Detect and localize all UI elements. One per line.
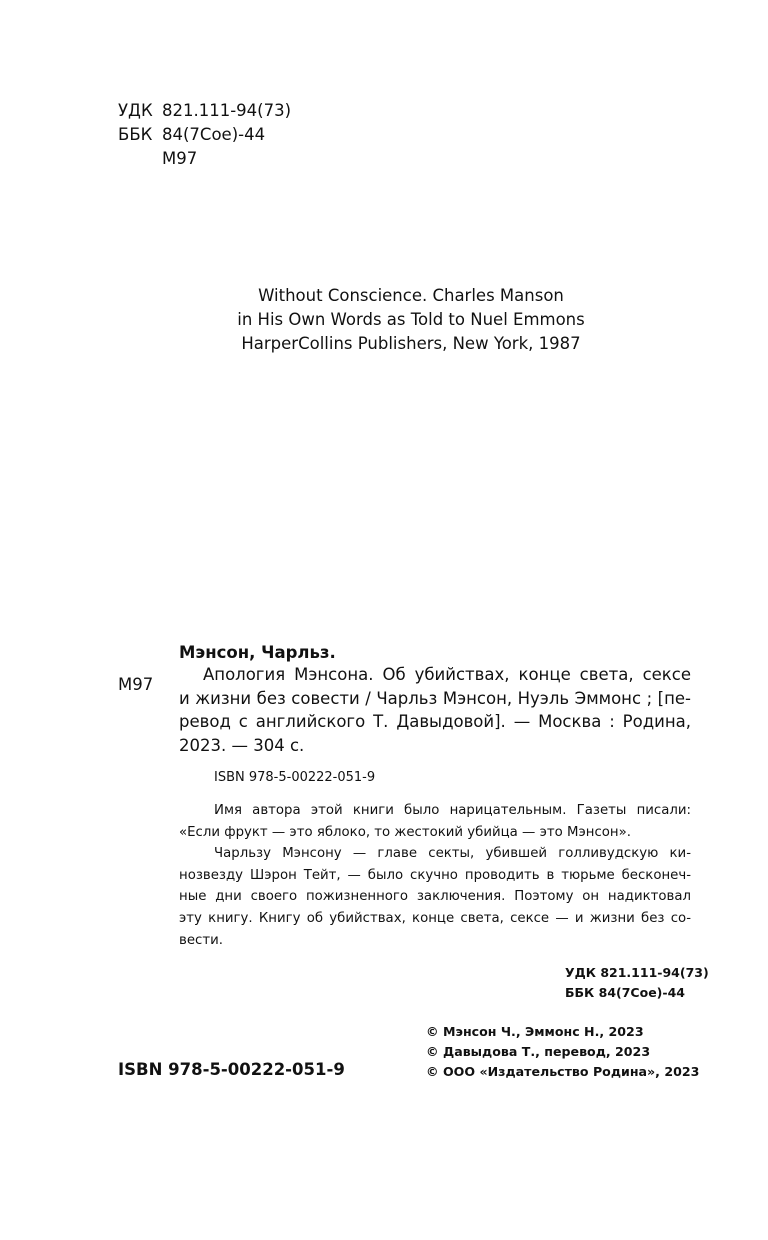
author-heading: Мэнсон, Чарльз. xyxy=(179,643,336,662)
annotation-line: нозвезду Шэрон Тейт, — было скучно проводить в тюрьме бесконеч- xyxy=(179,867,691,883)
bbk-label: ББК xyxy=(118,125,153,144)
udk-row xyxy=(118,99,291,123)
bbk-small: ББК 84(7Сое)-44 xyxy=(565,984,685,1000)
original-edition-line: Without Conscience. Charles Manson xyxy=(258,286,564,305)
record-author-mark: М97 xyxy=(118,675,154,694)
bbk-row xyxy=(118,123,291,147)
annotation-line: вести. xyxy=(179,932,223,948)
classification-small xyxy=(565,963,709,1002)
author-mark: М97 xyxy=(162,149,198,168)
bbk-value: 84(7Сое)-44 xyxy=(162,125,266,144)
classification-block xyxy=(118,99,291,171)
annotation-line: ные дни своего пожизненного заключения. Поэтому он надиктовал xyxy=(179,889,691,905)
original-edition xyxy=(0,284,768,356)
copyright-notices xyxy=(426,1022,699,1082)
annotation xyxy=(179,800,691,951)
isbn-footer: ISBN 978-5-00222-051-9 xyxy=(118,1060,345,1079)
original-edition-line: in His Own Words as Told to Nuel Emmons xyxy=(237,310,585,329)
original-edition-line: HarperCollins Publishers, New York, 1987 xyxy=(241,334,581,353)
bibliographic-description xyxy=(179,663,691,757)
annotation-line: Чарльзу Мэнсону — главе секты, убившей голливудскую ки- xyxy=(214,846,691,862)
udk-value: 821.111-94(73) xyxy=(162,101,292,120)
udk-small: УДК 821.111-94(73) xyxy=(565,965,709,980)
record-isbn: ISBN 978-5-00222-051-9 xyxy=(214,770,376,785)
annotation-line: «Если фрукт — это яблоко, то жестокий убийца — это Мэнсон». xyxy=(179,824,631,840)
copyright-line: © Давыдова Т., перевод, 2023 xyxy=(426,1044,651,1059)
annotation-line: эту книгу. Книгу об убийствах, конце света, сексе — и жизни без со- xyxy=(179,910,691,926)
udk-label: УДК xyxy=(118,101,153,120)
copyright-line: © ООО «Издательство Родина», 2023 xyxy=(426,1064,700,1079)
author-mark-row xyxy=(118,147,291,171)
biblio-line: Апология Мэнсона. Об убийствах, конце света, сексе xyxy=(203,665,691,684)
biblio-line: ревод с английского Т. Давыдовой]. — Москва : Родина, xyxy=(179,712,691,731)
biblio-line: и жизни без совести / Чарльз Мэнсон, Нуэль Эммонс ; [пе- xyxy=(179,688,691,708)
copyright-line: © Мэнсон Ч., Эммонс Н., 2023 xyxy=(426,1024,644,1039)
biblio-line: 2023. — 304 с. xyxy=(179,735,305,755)
annotation-line: Имя автора этой книги было нарицательным. Газеты писали: xyxy=(214,803,691,818)
